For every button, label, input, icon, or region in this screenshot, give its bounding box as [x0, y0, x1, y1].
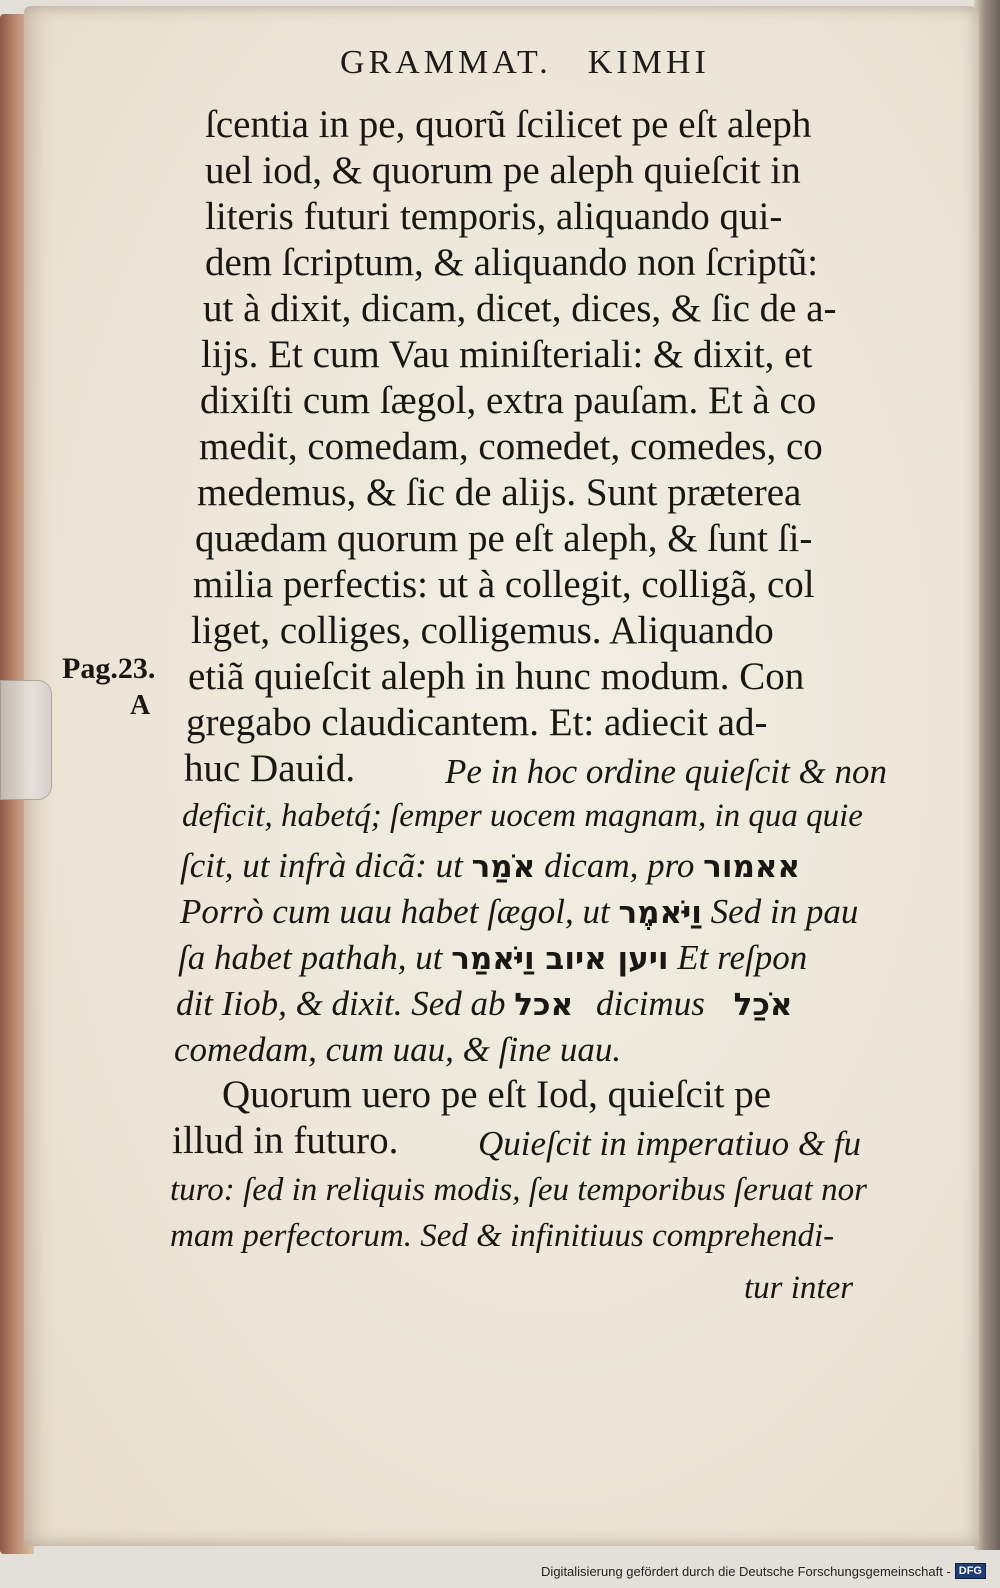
- text-line: medemus, & ſic de alijs. Sunt præterea: [197, 471, 802, 514]
- italic-line: [176, 984, 792, 1024]
- hebrew-word: אֹכַל: [733, 987, 793, 1023]
- catchword: tur inter: [744, 1270, 854, 1306]
- running-head: [340, 44, 800, 82]
- text-line: literis futuri temporis, aliquando qui-: [205, 195, 783, 238]
- text-line: liget, colliges, colligemus. Aliquando: [191, 609, 774, 652]
- hebrew-word: אֹמַר: [471, 849, 536, 885]
- hebrew-word: אכל: [514, 987, 574, 1023]
- text-line: illud in futuro.: [172, 1119, 399, 1162]
- italic-line: Quieſcit in imperatiuo & fu: [478, 1124, 862, 1163]
- text-line: dem ſcriptum, & aliquando non ſcriptũ:: [205, 241, 819, 284]
- credit-text: Digitalisierung gefördert durch die Deutsche Forschungsgemeinschaft -: [541, 1563, 951, 1579]
- italic-segment: dicimus: [595, 984, 705, 1023]
- italic-segment: dicam, pro: [544, 846, 695, 885]
- hebrew-phrase: ויען איוב וַיֹּאמַר: [451, 941, 669, 977]
- text-line: medit, comedam, comedet, comedes, co: [199, 425, 823, 468]
- text-line: ut à dixit, dicam, dicet, dices, & ſic de a-: [203, 287, 837, 330]
- text-line: quædam quorum pe eſt aleph, & ſunt ſi-: [195, 517, 813, 560]
- text-line: lijs. Et cum Vau miniſteriali: & dixit, et: [201, 333, 813, 376]
- italic-segment: Porrò cum uau habet ſægol, ut: [180, 892, 610, 931]
- text-line: huc Dauid.: [184, 747, 356, 790]
- italic-line: [180, 846, 800, 886]
- italic-line: deficit, habetq́; ſemper uocem magnam, in qua quie: [182, 798, 863, 834]
- text-line: gregabo claudicantem. Et: adiecit ad-: [186, 701, 768, 744]
- italic-line: mam perfectorum. Sed & infinitiuus comprehendi-: [170, 1218, 835, 1254]
- italic-segment: dit Iiob, & dixit. Sed ab: [176, 984, 506, 1023]
- hebrew-word: אאמור: [703, 849, 801, 885]
- italic-segment: Et reſpon: [677, 938, 808, 977]
- running-head-right: KIMHI: [587, 44, 710, 81]
- italic-segment: ſcit, ut infrà dicã: ut: [180, 846, 463, 885]
- text-line: etiã quieſcit aleph in hunc modum. Con: [188, 655, 805, 698]
- italic-line: Pe in hoc ordine quieſcit & non: [445, 752, 887, 791]
- italic-segment: ſa habet pathah, ut: [178, 938, 443, 977]
- page-clip: [0, 680, 52, 800]
- italic-line: [178, 938, 807, 978]
- margin-page-reference: Pag.23.: [62, 652, 156, 685]
- digitization-credit: [541, 1560, 986, 1582]
- text-line: ſcentia in pe, quorũ ſcilicet pe eſt aleph: [205, 103, 812, 146]
- italic-line: turo: ſed in reliquis modis, ſeu temporibus ſeruat nor: [170, 1172, 867, 1208]
- italic-line: comedam, cum uau, & ſine uau.: [174, 1030, 622, 1069]
- italic-segment: Sed in pau: [710, 892, 859, 931]
- dfg-logo: DFG: [955, 1563, 986, 1579]
- text-line: uel iod, & quorum pe aleph quieſcit in: [205, 149, 801, 192]
- margin-letter: A: [130, 690, 151, 721]
- italic-line: [180, 892, 858, 932]
- text-line: milia perfectis: ut à collegit, colligã, col: [193, 563, 815, 606]
- text-line: Quorum uero pe eſt Iod, quieſcit pe: [222, 1073, 772, 1116]
- hebrew-word: וַיֹּאמֶר: [618, 895, 702, 931]
- text-line: dixiſti cum ſægol, extra pauſam. Et à co: [200, 379, 817, 422]
- running-head-left: GRAMMAT.: [340, 44, 552, 81]
